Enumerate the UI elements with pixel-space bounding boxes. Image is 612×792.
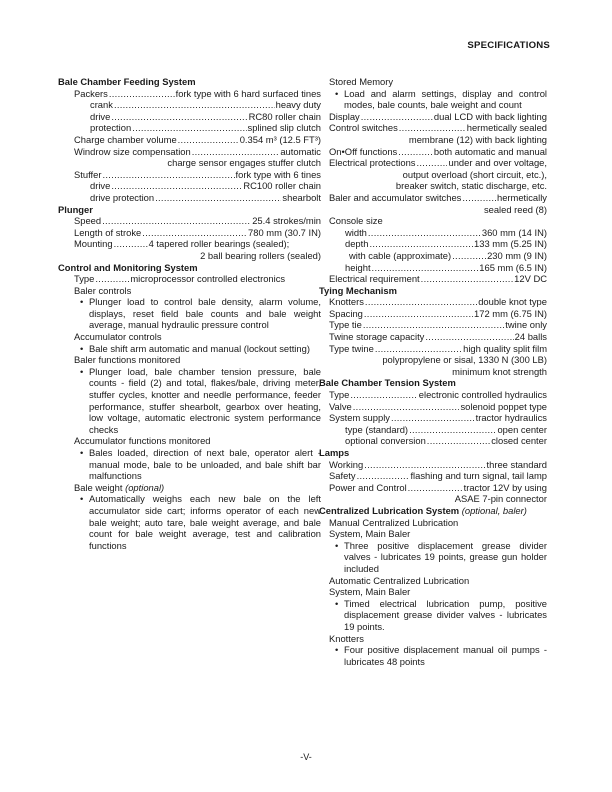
spec-windrow: Windrow size compensation ..... automatic <box>58 146 321 158</box>
spec-manual-lubrication: Manual Centralized Lubrication <box>329 516 459 528</box>
section-heading-tension: Bale Chamber Tension System <box>319 377 456 389</box>
spec-stroke: Length of stroke ..... 780 mm (30.7 IN) <box>58 227 321 239</box>
spec-control-switches: Control switches ..... hermetically sealed <box>329 122 547 134</box>
spec-display: Display ..... dual LCD with back lighting <box>329 111 547 123</box>
spec-drive: drive ..... RC80 roller chain <box>58 111 321 123</box>
spec-electrical-protections: Electrical protections ..... under and over voltage, <box>329 157 547 169</box>
page-number: -V- <box>300 752 312 762</box>
spec-charge-chamber: Charge chamber volume ..... 0.354 m³ (12.5 FT³) <box>58 134 321 146</box>
spec-type-standard: type (standard) ..... open center <box>329 424 547 436</box>
spec-console-height: height ..... 165 mm (6.5 IN) <box>329 262 547 274</box>
spec-control-switches-cont: membrane (12) with back lighting <box>408 133 547 145</box>
bullet-knotters-lubrication: • Four positive displacement manual oil pumps - lubricates 48 points <box>329 644 547 667</box>
bullet-accumulator-functions: • Bales loaded, direction of next bale, operator alert - manual mode, bale to be unloaded, and bale shift bar malfunctions <box>58 447 321 482</box>
bullet-stored-memory: • Load and alarm settings, display and control modes, bale counts, bale weight and count <box>329 88 547 111</box>
spec-twine-storage: Twine storage capacity ..... 24 balls <box>329 331 547 343</box>
section-heading-lubrication: Centralized Lubrication System (optional, baler) <box>319 504 527 516</box>
spec-crank: crank ..... heavy duty <box>58 99 321 111</box>
right-column <box>319 76 547 667</box>
spec-windrow-cont: charge sensor engages stuffer clutch <box>167 157 321 169</box>
page-header: SPECIFICATIONS <box>467 40 550 51</box>
spec-packers: Packers ..... fork type with 6 hard surfaced tines <box>58 88 321 100</box>
spec-type-tie: Type tie ..... twine only <box>329 319 547 331</box>
spec-electrical-protections-cont2: breaker switch, static discharge, etc. <box>395 180 547 192</box>
spec-protection: protection ..... splined slip clutch <box>58 122 321 134</box>
spec-knotters: Knotters ..... double knot type <box>329 296 547 308</box>
bullet-baler-controls: • Plunger load to control bale density, alarm volume, displays, reset field bale counts and bale weight average, manual hydraulic pressure control <box>58 296 321 331</box>
spec-type-twine: Type twine ..... high quality split film <box>329 343 547 355</box>
left-column <box>58 76 321 551</box>
spec-electrical-protections-cont1: output overload (short circuit, etc.), <box>402 168 547 180</box>
bullet-manual-lubrication: • Three positive displacement grease divider valves - lubricates 19 points, grease gun holder included <box>329 540 547 575</box>
spec-type-twine-cont1: polypropylene or sisal, 1330 N (300 LB) <box>382 354 547 366</box>
section-heading-tying: Tying Mechanism <box>319 284 397 296</box>
spec-console-cable: with cable (approximate) ..... 230 mm (9 IN) <box>329 250 547 262</box>
spec-switches: Baler and accumulator switches ..... hermetically <box>329 192 547 204</box>
spec-mounting: Mounting ..... 4 tapered roller bearings (sealed); <box>58 238 321 250</box>
section-heading-control-monitoring: Control and Monitoring System <box>58 261 198 273</box>
spec-onoff: On•Off functions ..... both automatic and manual <box>329 146 547 158</box>
bullet-baler-functions: • Plunger load, bale chamber tension pressure, bale counts - field (2) and total, flakes/bale, driving meter, stuffer cycles, knotter and needle performance, feeder performance, stuffer shearbolt, gearbox over heating, low voltage, automatic electronic system performance checks <box>58 366 321 436</box>
spec-automatic-main-baler: System, Main Baler <box>329 586 411 598</box>
bullet-bale-weight: • Automatically weighs each new bale on the left accumulator side cart; informs operator of each new bale weight; auto tare, bale weight average, and bale count for bale weight average, test and calibration functions <box>58 493 321 551</box>
spec-drive-protection: drive protection ..... shearbolt <box>58 192 321 204</box>
spec-baler-functions: Baler functions monitored <box>74 354 181 366</box>
spec-power-control-cont: ASAE 7-pin connector <box>454 493 547 505</box>
spec-mounting-cont: 2 ball bearing rollers (sealed) <box>200 249 321 261</box>
spec-accumulator-controls: Accumulator controls <box>74 331 162 343</box>
spec-accumulator-functions: Accumulator functions monitored <box>74 435 211 447</box>
spec-tension-type: Type ..... electronic controlled hydraulics <box>329 389 547 401</box>
spec-baler-controls: Baler controls <box>74 284 132 296</box>
spec-automatic-lubrication: Automatic Centralized Lubrication <box>329 574 470 586</box>
spec-console-depth: depth ..... 133 mm (5.25 IN) <box>329 238 547 250</box>
section-heading-lamps: Lamps <box>319 447 350 458</box>
spec-valve: Valve ..... solenoid poppet type <box>329 401 547 413</box>
spec-stuffer: Stuffer ..... fork type with 6 tines <box>58 169 321 181</box>
spec-bale-weight: Bale weight (optional) <box>74 481 165 493</box>
spec-spacing: Spacing ..... 172 mm (6.75 IN) <box>329 308 547 320</box>
section-heading-plunger: Plunger <box>58 203 93 215</box>
spec-optional-conversion: optional conversion ..... closed center <box>329 435 547 447</box>
spec-manual-main-baler: System, Main Baler <box>329 528 411 540</box>
spec-working: Working ..... three standard <box>329 459 547 471</box>
spec-switches-cont: sealed reed (8) <box>483 203 547 215</box>
section-heading-bale-chamber-feeding: Bale Chamber Feeding System <box>58 76 196 87</box>
spec-console-width: width ..... 360 mm (14 IN) <box>329 227 547 239</box>
spec-power-control: Power and Control ..... tractor 12V by using <box>329 482 547 494</box>
spec-stored-memory: Stored Memory <box>329 76 394 87</box>
bullet-automatic-lubrication: • Timed electrical lubrication pump, positive displacement grease divider valves - lubricates 19 points. <box>329 598 547 633</box>
spec-system-supply: System supply ..... tractor hydraulics <box>329 412 547 424</box>
spec-safety: Safety ..... flashing and turn signal, tail lamp <box>329 470 547 482</box>
spec-type-twine-cont2: minimum knot strength <box>452 365 547 377</box>
spec-stuffer-drive: drive ..... RC100 roller chain <box>58 180 321 192</box>
bullet-accumulator-controls: • Bale shift arm automatic and manual (lockout setting) <box>58 343 321 355</box>
spec-console-size: Console size <box>329 215 383 227</box>
spec-speed: Speed ..... 25.4 strokes/min <box>58 215 321 227</box>
spec-electrical-requirement: Electrical requirement ..... 12V DC <box>329 273 547 285</box>
spec-lubrication-knotters: Knotters <box>329 632 364 644</box>
spec-control-type: Type ..... microprocessor controlled electronics <box>58 273 321 285</box>
